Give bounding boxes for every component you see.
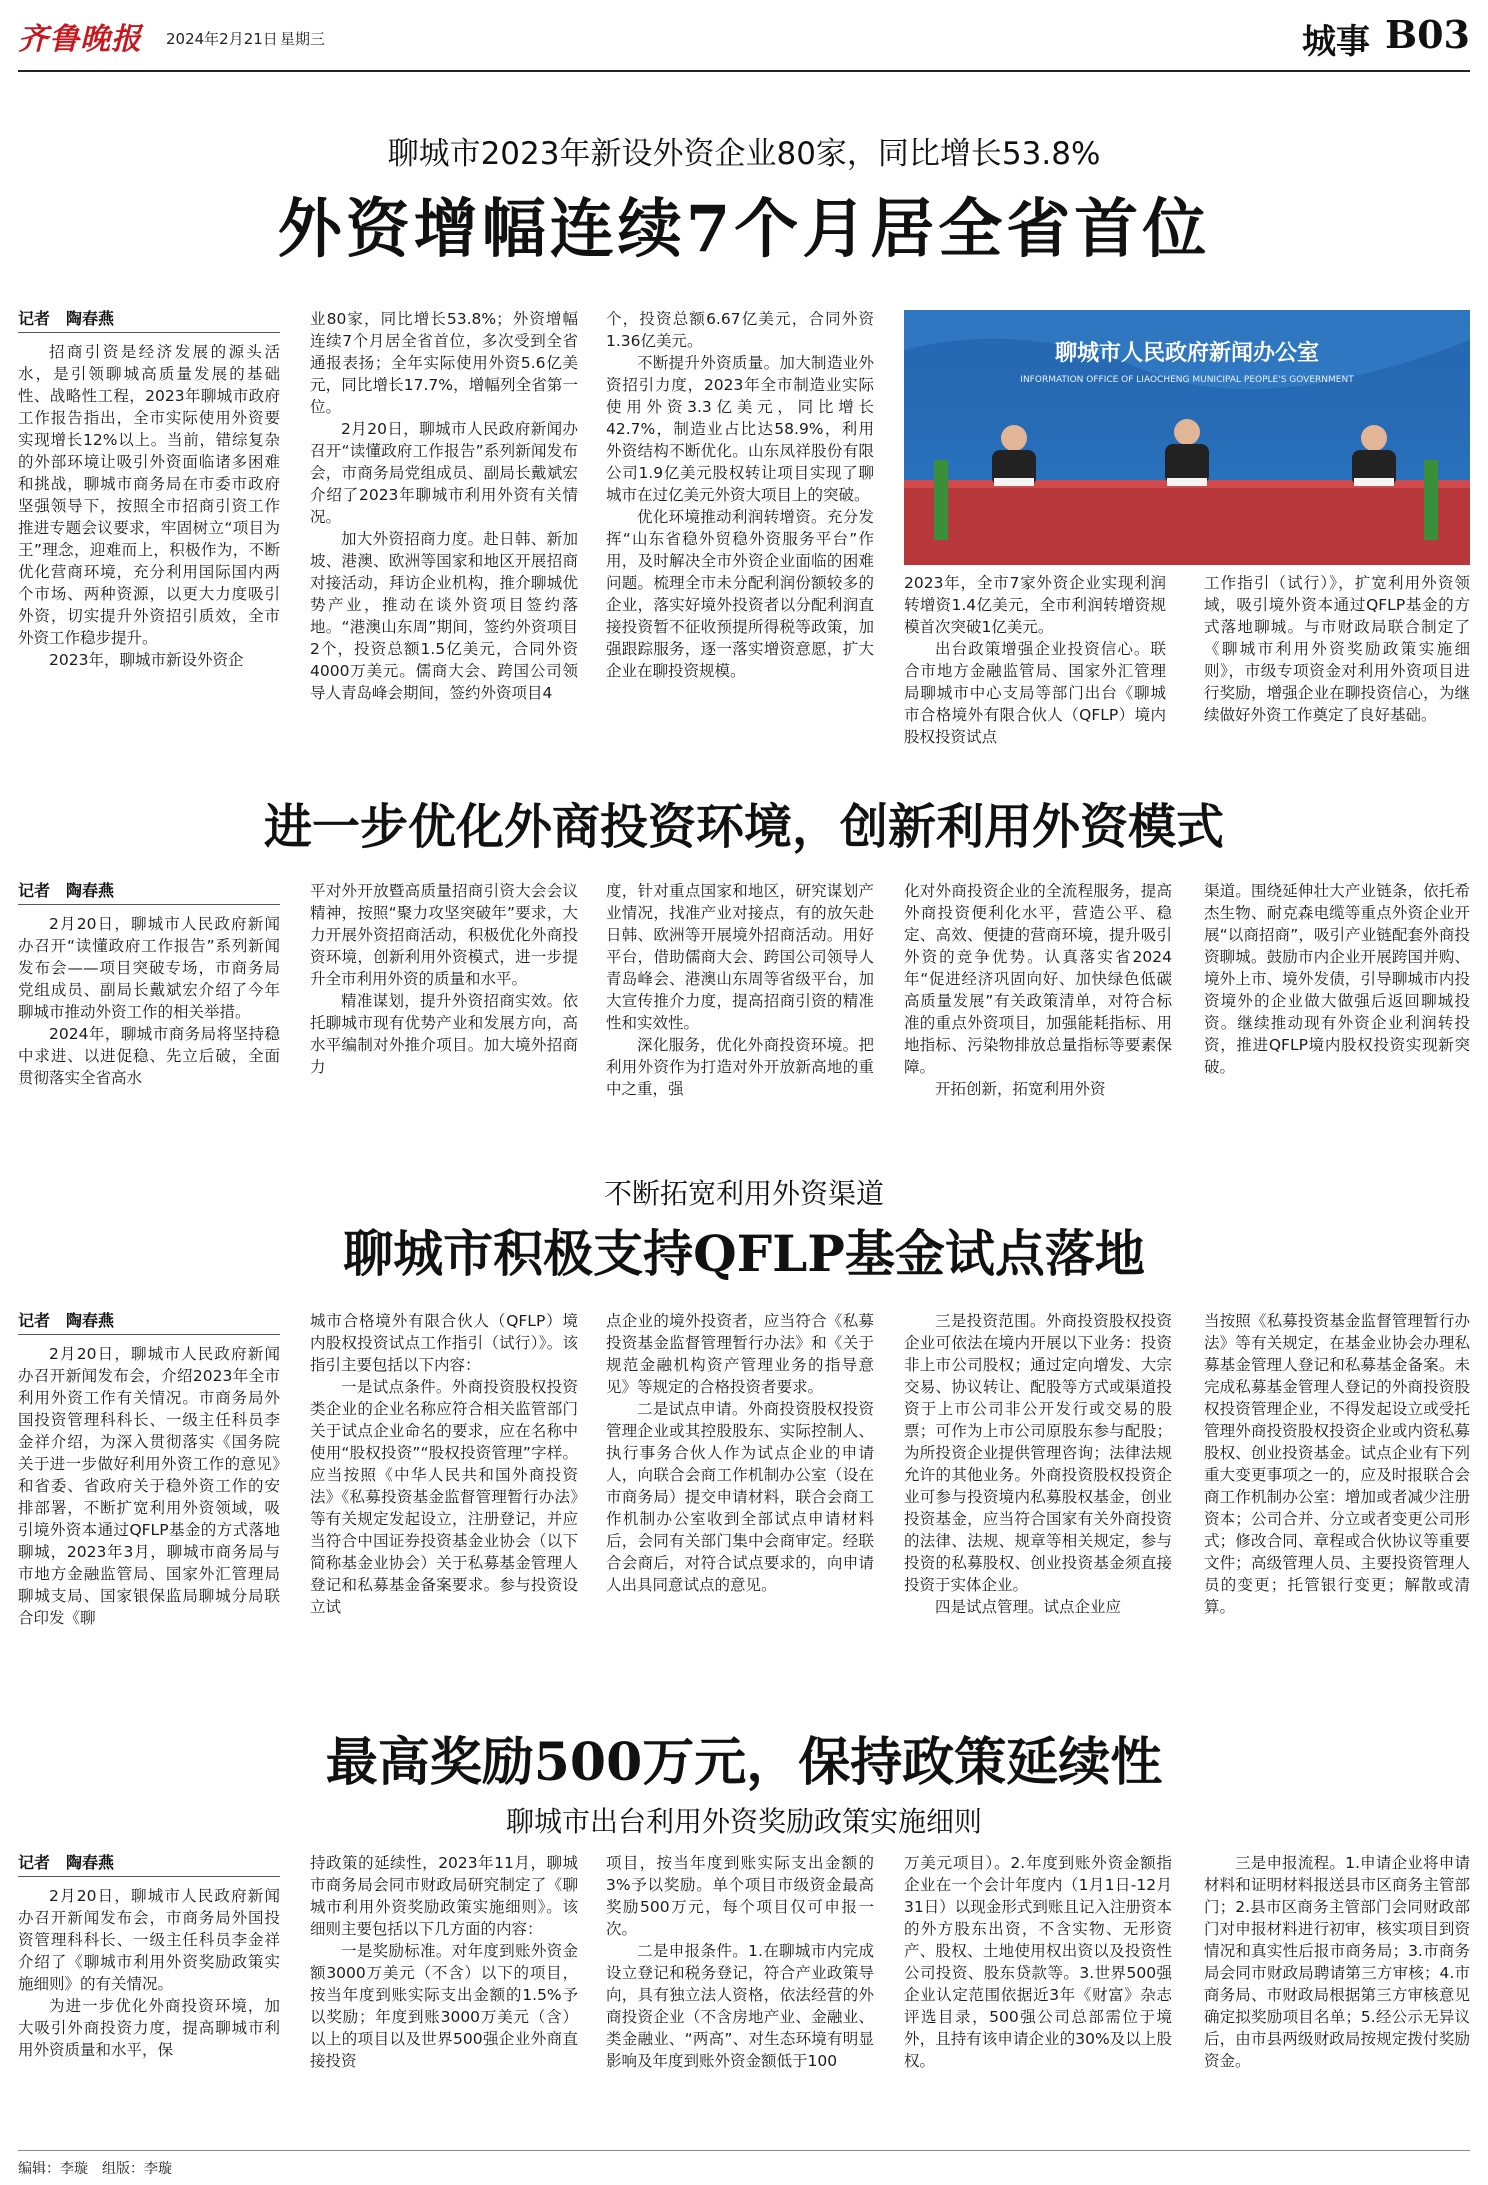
- article2-col3: [606, 880, 874, 1152]
- page-number: B03: [1385, 12, 1470, 57]
- article3-col3: [606, 1310, 874, 1712]
- paragraph: 2月20日，聊城市人民政府新闻办召开新闻发布会，介绍2023年全市利用外资工作有关情况。市商务局外国投资管理科科长、一级主任科员李金祥介绍，为深入贯彻落实《国务院关于进一步做好利用外资工作的意见》和省委、省政府关于稳外资工作的安排部署，不断扩宽利用外资领域，吸引境外资本通过QFLP基金的方式落地聊城，2023年3月，聊城市商务局与市地方金融监管局、国家外汇管理局聊城支局、国家银保监局聊城分局联合印发《聊: [18, 1345, 280, 1627]
- paragraph: 个，投资总额6.67亿美元，合同外资1.36亿美元。: [606, 310, 874, 350]
- footer-rule: [18, 2150, 1470, 2151]
- paragraph: 不断提升外资质量。加大制造业外资招引力度，2023年全市制造业实际使用外资3.3亿美元，同比增长42.7%，制造业占比达58.9%，利用外资结构不断优化。山东凤祥股份有限公司1.9亿美元股权转让项目实现了聊城市在过亿美元外资大项目上的突破。: [606, 354, 874, 504]
- paragraph: 三是申报流程。1.申请企业将申请材料和证明材料报送县市区商务主管部门；2.县市区商务主管部门会同财政部门对申报材料进行初审，核实项目到资情况和真实性后报市商务局；3.市商务局会同市财政局聘请第三方审核；4.市商务局、市财政局根据第三方审核意见确定拟奖励项目名单；5.经公示无异议后，由市县两级财政局按规定拨付奖励资金。: [1204, 1854, 1470, 2070]
- article1-col2: [310, 308, 578, 748]
- article1-col4: [904, 572, 1166, 750]
- article3-byline: 记者 陶春燕: [18, 1310, 280, 1335]
- article2-col5: [1204, 880, 1470, 1152]
- article4-byline: 记者 陶春燕: [18, 1852, 280, 1877]
- paragraph: 2月20日，聊城市人民政府新闻办召开新闻发布会，市商务局外国投资管理科科长、一级主任科员李金祥介绍了《聊城市利用外资奖励政策实施细则》的有关情况。: [18, 1887, 280, 1993]
- article3-col4: [904, 1310, 1172, 1712]
- paragraph: 深化服务，优化外商投资环境。把利用外资作为打造对外开放新高地的重中之重，强: [606, 1036, 874, 1098]
- paragraph: 2月20日，聊城市人民政府新闻办召开“读懂政府工作报告”系列新闻发布会，市商务局党组成员、副局长戴斌宏介绍了2023年聊城市利用外资有关情况。: [310, 420, 578, 526]
- paragraph: 优化环境推动利润转增资。充分发挥“山东省稳外贸稳外资服务平台”作用，及时解决全市外资企业面临的困难问题。梳理全市未分配利润份额较多的企业，落实好境外投资者以分配利润直接投资暂不征收预提所得税等政策，加强跟踪服务，逐一落实增资意愿，扩大企业在聊投资规模。: [606, 508, 874, 680]
- paragraph: 二是申报条件。1.在聊城市内完成设立登记和税务登记，符合产业政策导向，具有独立法人资格，依法经营的外商投资企业（不含房地产业、金融业、类金融业、“两高”、对生态环境有明显影响及年度到账外资金额低于100: [606, 1942, 874, 2070]
- editor-credit: 编辑：李璇 组版：李璇: [18, 2161, 172, 2177]
- paper-logo: 齐鲁晚报: [18, 22, 142, 57]
- article3-subtitle: 不断拓宽利用外资渠道: [603, 1177, 884, 1210]
- press-conference-photo: [904, 310, 1470, 565]
- paragraph: 当按照《私募投资基金监督管理暂行办法》等有关规定，在基金业协会办理私募基金管理人登记和私募基金备案。未完成私募基金管理人登记的外商投资股权投资管理企业，不得发起设立或受托管理外商投资股权投资企业或内资私募股权、创业投资基金。试点企业有下列重大变更事项之一的，应及时报联合会商工作机制办公室：增加或者减少注册资本；公司合并、分立或者变更公司形式；修改合同、章程或合伙协议等重要文件；高级管理人员、主要投资管理人员的变更；托管银行变更；解散或清算。: [1204, 1312, 1470, 1616]
- article4-col2: [310, 1852, 578, 2144]
- paragraph: 点企业的境外投资者，应当符合《私募投资基金监督管理暂行办法》和《关于规范金融机构资产管理业务的指导意见》等规定的合格投资者要求。: [606, 1312, 874, 1396]
- paragraph: 精准谋划，提升外资招商实效。依托聊城市现有优势产业和发展方向，高水平编制对外推介项目。加大境外招商力: [310, 992, 578, 1076]
- article3-col5: [1204, 1310, 1470, 1712]
- photo-banner-en: INFORMATION OFFICE OF LIAOCHENG MUNICIPAL PEOPLE'S GOVERNMENT: [1020, 375, 1354, 385]
- article1-col1: [18, 308, 280, 748]
- paragraph: 四是试点管理。试点企业应: [935, 1598, 1122, 1616]
- article2-headline: 进一步优化外商投资环境，创新利用外资模式: [263, 799, 1224, 855]
- paragraph: 三是投资范围。外商投资股权投资企业可依法在境内开展以下业务：投资非上市公司股权；通过定向增发、大宗交易、协议转让、配股等方式或渠道投资于上市公司非公开发行或交易的股票；可作为上市公司原股东参与配股；为所投资企业提供管理咨询；法律法规允许的其他业务。外商投资股权投资企业可参与投资境内私募股权基金，创业投资基金，应当符合国家有关外商投资的法律、法规、规章等相关规定，参与投资的私募股权、创业投资基金须直接投资于实体企业。: [904, 1312, 1172, 1594]
- paragraph: 2023年，全市7家外资企业实现利润转增资1.4亿美元，全市利润转增资规模首次突破1亿美元。: [904, 574, 1166, 636]
- article4-col5: [1204, 1852, 1470, 2144]
- paragraph: 城市合格境外有限合伙人（QFLP）境内股权投资试点工作指引（试行）》。该指引主要包括以下内容：: [310, 1312, 578, 1374]
- article1-headline: 外资增幅连续7个月居全省首位: [277, 192, 1211, 267]
- paragraph: 为进一步优化外商投资环境，加大吸引外商投资力度，提高聊城市利用外资质量和水平，保: [18, 1997, 280, 2059]
- paragraph: 2023年，聊城市新设外资企: [49, 651, 244, 669]
- article4-col3: [606, 1852, 874, 2144]
- press-conference-image: [904, 310, 1470, 565]
- paragraph: 万美元项目）。2.年度到账外资金额指企业在一个会计年度内（1月1日-12月31日）以现金形式到账且记入注册资本的外方股东出资，不含实物、无形资产、股权、土地使用权出资以及投资性公司投资、股东贷款等。3.世界500强企业认定范围依据近3年《财富》杂志评选目录，500强公司总部需位于境外，且持有该申请企业的30%及以上股权。: [904, 1854, 1172, 2070]
- issue-weekday: 星期三: [280, 30, 326, 48]
- paragraph: 2024年，聊城市商务局将坚持稳中求进、以进促稳、先立后破，全面贯彻落实全省高水: [18, 1025, 280, 1087]
- article4-headline: 最高奖励500万元，保持政策延续性: [325, 1732, 1163, 1793]
- article1-col5: [1204, 572, 1470, 750]
- article1-col3: [606, 308, 874, 748]
- article1-subtitle: 聊城市2023年新设外资企业80家，同比增长53.8%: [387, 136, 1101, 172]
- paragraph: 加大外资招商力度。赴日韩、新加坡、港澳、欧洲等国家和地区开展招商对接活动，拜访企业机构，推介聊城优势产业，推动在谈外资项目签约落地。“港澳山东周”期间，签约外资项目2个，投资总额1.5亿美元，合同外资4000万美元。儒商大会、跨国公司领导人青岛峰会期间，签约外资项目4: [310, 530, 578, 702]
- article4-col4: [904, 1852, 1172, 2144]
- issue-date: 2024年2月21日: [166, 30, 278, 48]
- masthead-rule: [18, 70, 1470, 72]
- paragraph: 开拓创新，拓宽利用外资: [935, 1080, 1106, 1098]
- paragraph: 持政策的延续性，2023年11月，聊城市商务局会同市财政局研究制定了《聊城市利用外资奖励政策实施细则》。该细则主要包括以下几方面的内容：: [310, 1854, 578, 1938]
- photo-banner-cn: 聊城市人民政府新闻办公室: [1054, 341, 1320, 366]
- article1-byline: 记者 陶春燕: [18, 308, 280, 333]
- article4-subtitle: 聊城市出台利用外资奖励政策实施细则: [505, 1805, 982, 1838]
- article3-col1: [18, 1310, 280, 1712]
- section-name: 城事: [1302, 22, 1370, 62]
- paragraph: 化对外商投资企业的全流程服务，提高外商投资便利化水平，营造公平、稳定、高效、便捷的营商环境，提升吸引外资的竞争优势。认真落实省2024年“促进经济巩固向好、加快绿色低碳高质量发展”有关政策清单，对符合标准的重点外资项目，加强能耗指标、用地指标、污染物排放总量指标等要素保障。: [904, 882, 1172, 1076]
- paragraph: 2月20日，聊城市人民政府新闻办召开“读懂政府工作报告”系列新闻发布会——项目突破专场，市商务局党组成员、副局长戴斌宏介绍了今年聊城市推动外资工作的相关举措。: [18, 915, 280, 1021]
- paragraph: 项目，按当年度到账实际支出金额的3%予以奖励。单个项目市级资金最高奖励500万元，每个项目仅可申报一次。: [606, 1854, 874, 1938]
- paragraph: 招商引资是经济发展的源头活水，是引领聊城高质量发展的基础性、战略性工程，2023年聊城市政府工作报告指出，全市实际使用外资要实现增长12%以上。当前，错综复杂的外部环境让吸引外资面临诸多困难和挑战，聊城市商务局在市委市政府坚强领导下，按照全市招商引资工作推进专题会议要求，牢固树立“项目为王”理念，迎难而上，积极作为，不断优化营商环境，充分利用国际国内两个市场、两种资源，以更大力度吸引外资，切实提升外资招引质效，全市外资工作稳步提升。: [18, 343, 280, 647]
- article3-col2: [310, 1310, 578, 1712]
- article4-col1: [18, 1852, 280, 2144]
- paragraph: 平对外开放暨高质量招商引资大会会议精神，按照“聚力攻坚突破年”要求，大力开展外资招商活动，积极优化外商投资环境，创新利用外资模式，进一步提升全市利用外资的质量和水平。: [310, 882, 578, 988]
- masthead: [18, 10, 1470, 68]
- paragraph: 一是试点条件。外商投资股权投资类企业的企业名称应符合相关监管部门关于试点企业命名的要求，应在名称中使用“股权投资”“股权投资管理”字样。应当按照《中华人民共和国外商投资法》《私募投资基金监督管理暂行办法》等有关规定发起设立，注册登记，并应当符合中国证券投资基金业协会（以下简称基金业协会）关于私募基金管理人登记和私募基金备案要求。参与投资设立试: [310, 1378, 578, 1616]
- paragraph: 一是奖励标准。对年度到账外资金额3000万美元（不含）以下的项目，按当年度到账实际支出金额的1.5%予以奖励；年度到账3000万美元（含）以上的项目以及世界500强企业外商直接投资: [310, 1942, 578, 2070]
- article2-col1: [18, 880, 280, 1152]
- paragraph: 业80家，同比增长53.8%；外资增幅连续7个月居全省首位，多次受到全省通报表扬；全年实际使用外资5.6亿美元，同比增长17.7%，增幅列全省第一位。: [310, 310, 578, 416]
- paragraph: 渠道。围绕延伸壮大产业链条，依托希杰生物、耐克森电缆等重点外资企业开展“以商招商”，吸引产业链配套外商投资聊城。鼓励市内企业开展跨国并购、境外上市、境外发债，引导聊城市内投资境外的企业做大做强后返回聊城投资。继续推动现有外资企业利润转投资，推进QFLP境内股权投资实现新突破。: [1204, 882, 1470, 1076]
- article3-headline: 聊城市积极支持QFLP基金试点落地: [343, 1224, 1145, 1283]
- paragraph: 工作指引（试行）》，扩宽利用外资领域，吸引境外资本通过QFLP基金的方式落地聊城。与市财政局联合制定了《聊城市利用外资奖励政策实施细则》，市级专项资金对利用外资项目进行奖励，增强企业在聊投资信心，为继续做好外资工作奠定了良好基础。: [1204, 574, 1470, 724]
- paragraph: 出台政策增强企业投资信心。联合市地方金融监管局、国家外汇管理局聊城市中心支局等部门出台《聊城市合格境外有限合伙人（QFLP）境内股权投资试点: [904, 640, 1166, 746]
- article2-col2: [310, 880, 578, 1152]
- paragraph: 二是试点申请。外商投资股权投资管理企业或其控股股东、实际控制人、执行事务合伙人作为试点企业的申请人，向联合会商工作机制办公室（设在市商务局）提交申请材料，联合会商工作机制办公室收到全部试点申请材料后，会同有关部门集中会商审定。经联合会商后，对符合试点要求的，向申请人出具同意试点的意见。: [606, 1400, 874, 1594]
- paragraph: 度，针对重点国家和地区，研究谋划产业情况，找准产业对接点，有的放矢赴日韩、欧洲等开展境外招商活动。用好平台，借助儒商大会、跨国公司领导人青岛峰会、港澳山东周等省级平台，加大宣传推介力度，提高招商引资的精准性和实效性。: [606, 882, 874, 1032]
- article2-byline: 记者 陶春燕: [18, 880, 280, 905]
- article2-col4: [904, 880, 1172, 1152]
